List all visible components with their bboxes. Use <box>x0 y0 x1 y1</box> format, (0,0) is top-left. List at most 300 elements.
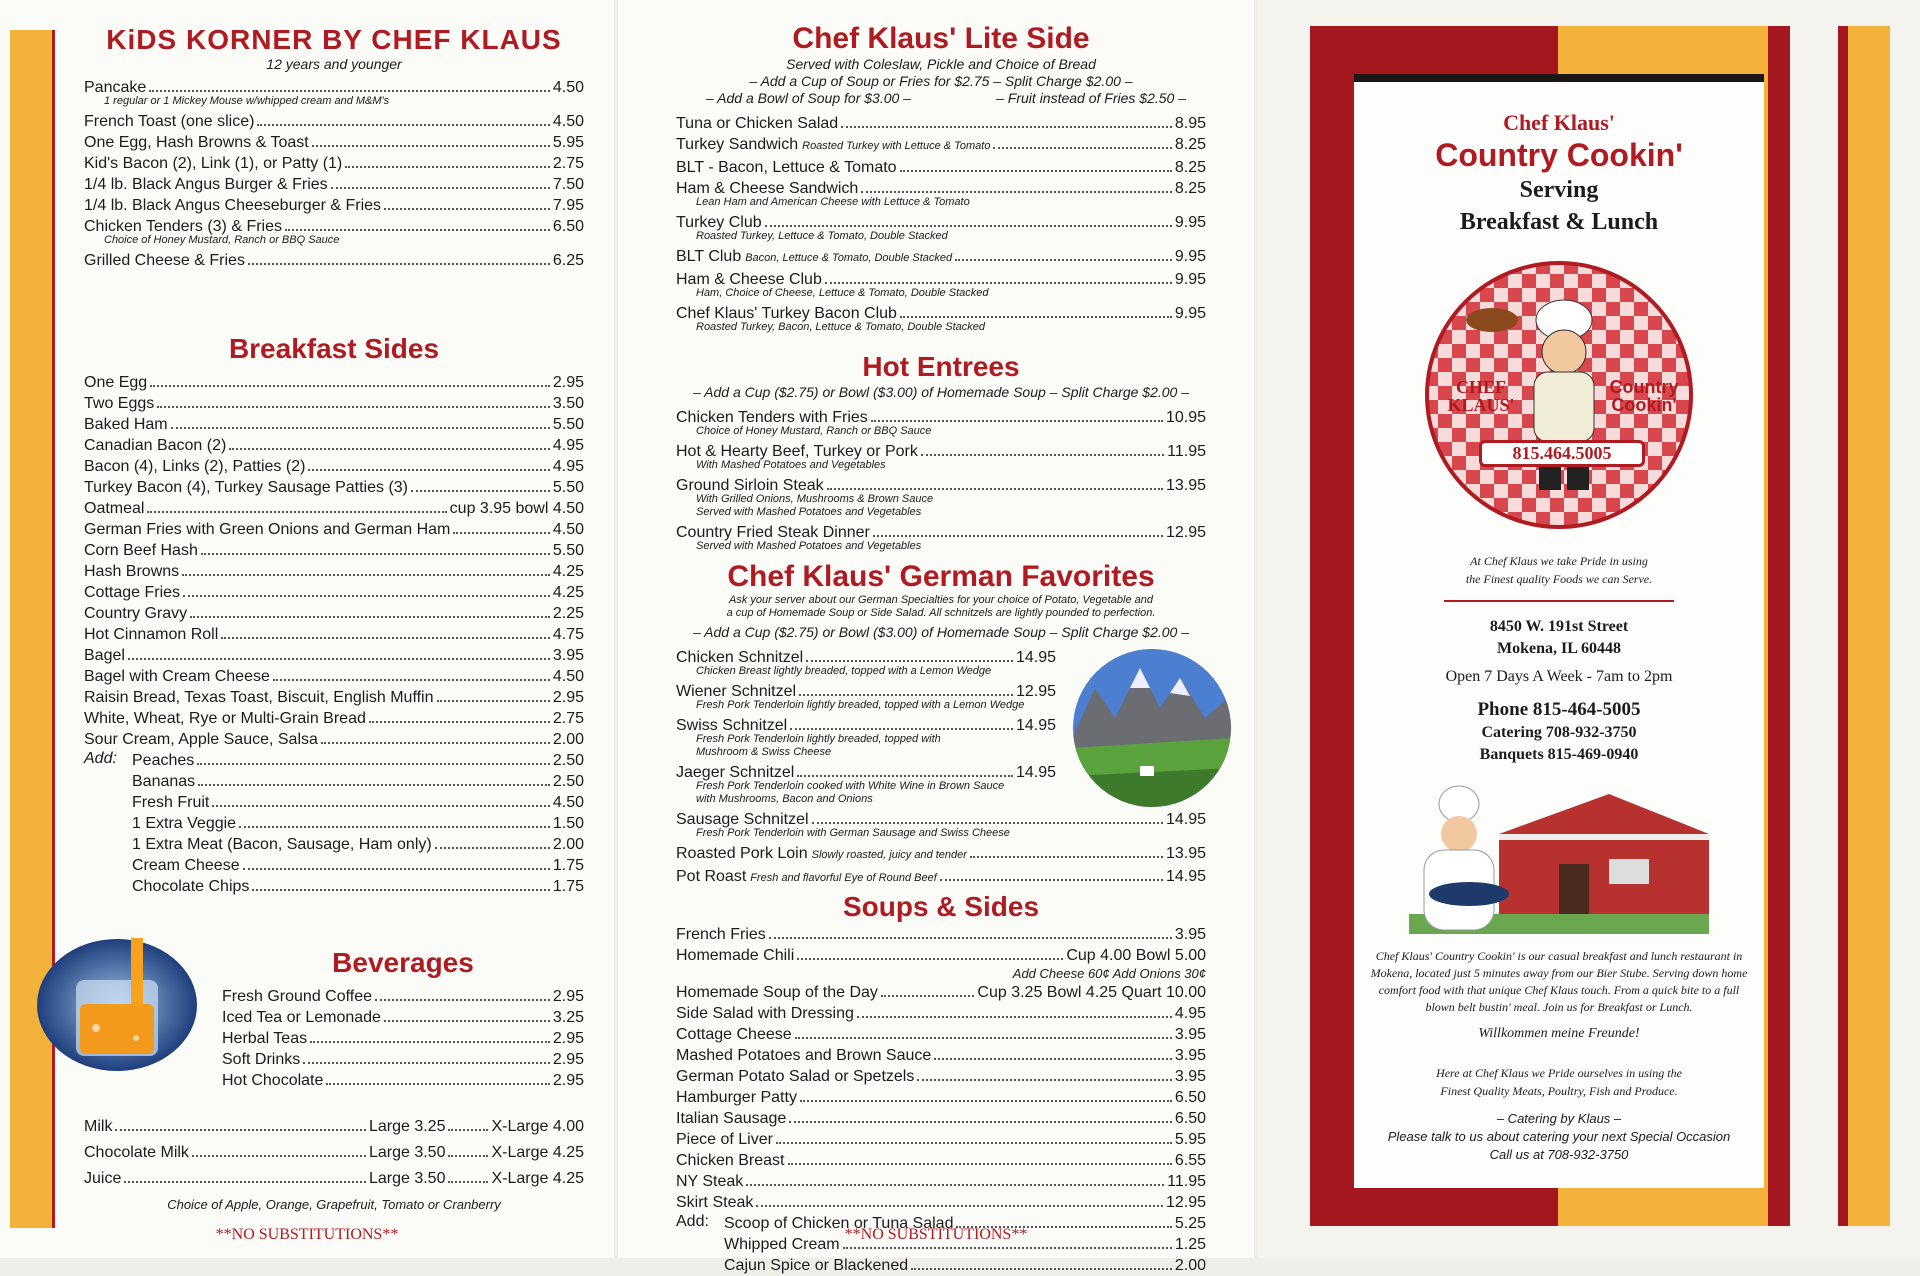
item-inline-desc: Fresh and flavorful Eye of Round Beef <box>750 872 937 884</box>
breakfast-side-item <box>84 561 584 582</box>
beverages-title: Beverages <box>332 947 474 978</box>
hot-section <box>676 350 1206 556</box>
large-price: Large 3.50 <box>368 1170 446 1187</box>
lite-note-3b: – Fruit instead of Fries $2.50 – <box>996 90 1186 106</box>
leader-dots <box>149 90 550 92</box>
item-name: Sausage Schnitzel <box>676 811 809 828</box>
item-name: Swiss Schnitzel <box>676 717 788 734</box>
item-price: 4.95 <box>552 458 584 475</box>
item-price: 2.00 <box>552 731 584 748</box>
breakfast-side-item <box>84 645 584 666</box>
soups-adds-list <box>724 1213 1206 1276</box>
leader-dots <box>201 553 550 555</box>
leader-dots <box>171 427 550 429</box>
item-name: Chicken Breast <box>676 1152 785 1169</box>
item-price: 8.95 <box>1174 115 1206 132</box>
item-price: 2.95 <box>552 1030 584 1047</box>
item-desc: Fresh Pork Tenderloin lightly breaded, topped with a Lemon Wedge <box>696 699 1025 711</box>
soup-side-item <box>676 1024 1206 1045</box>
chili-extras: Add Cheese 60¢ Add Onions 30¢ <box>1012 966 1206 981</box>
soup-add-item <box>724 1255 1206 1276</box>
lite-item <box>676 134 1206 157</box>
item-name: Juice <box>84 1170 122 1187</box>
leader-dots <box>900 170 1172 172</box>
breakfast-adds-list <box>132 750 584 897</box>
soups-section <box>676 890 1206 1276</box>
item-name: Chocolate Chips <box>132 878 250 895</box>
xlarge-price: X-Large 4.00 <box>491 1118 584 1135</box>
german-note-2: a cup of Homemade Soup or Side Salad. All schnitzels are lightly pounded to perfection. <box>726 607 1156 619</box>
leader-dots <box>797 775 1013 777</box>
item-name: Herbal Teas <box>222 1030 308 1047</box>
item-desc: With Grilled Onions, Mushrooms & Brown Sauce <box>696 493 934 505</box>
leader-dots <box>190 616 550 618</box>
item-name: German Fries with Green Onions and German Ham <box>84 521 451 538</box>
soup-side-item <box>676 1108 1206 1129</box>
cover-card <box>1354 74 1764 1188</box>
cover-line4: Breakfast & Lunch <box>1459 209 1659 235</box>
leader-dots <box>448 1129 488 1131</box>
item-name: Raisin Bread, Texas Toast, Biscuit, English Muffin <box>84 689 434 706</box>
leader-dots <box>273 679 550 681</box>
soup-side-item <box>676 982 1206 1003</box>
breakfast-side-item <box>84 729 584 750</box>
leader-dots <box>384 1020 550 1022</box>
item-name: Chicken Tenders with Fries <box>676 409 868 426</box>
item-name: Chef Klaus' Turkey Bacon Club <box>676 305 897 322</box>
hours: Open 7 Days A Week - 7am to 2pm <box>1445 668 1673 685</box>
item-name: French Fries <box>676 926 766 943</box>
lite-item <box>676 113 1206 134</box>
item-price: 3.95 <box>1174 1047 1206 1064</box>
alpine-landscape-image <box>1070 648 1234 808</box>
catering-line: Please talk to us about catering your next Special Occasion <box>1387 1129 1731 1144</box>
item-name: Turkey Club <box>676 214 762 231</box>
banquets-phone: Banquets 815-469-0940 <box>1479 746 1639 763</box>
cover-line3: Serving <box>1519 177 1599 203</box>
item-desc: with Mushrooms, Bacon and Onions <box>696 793 873 805</box>
leader-dots <box>308 469 549 471</box>
item-name: Canadian Bacon (2) <box>84 437 227 454</box>
item-name: Skirt Steak <box>676 1194 754 1211</box>
item-desc: Fresh Pork Tenderloin cooked with White Wine in Brown Sauce <box>696 780 1005 792</box>
leader-dots <box>252 889 549 891</box>
item-price: 4.50 <box>552 113 584 130</box>
german-list <box>676 647 1056 806</box>
leader-dots <box>331 187 550 189</box>
address-1: 8450 W. 191st Street <box>1489 618 1629 635</box>
item-name: Scoop of Chicken or Tuna Salad <box>724 1215 954 1232</box>
item-price: 8.25 <box>1174 159 1206 176</box>
breakfast-side-item <box>84 477 584 498</box>
item-price: 3.95 <box>1174 926 1206 943</box>
item-price: 4.50 <box>552 668 584 685</box>
item-name: Soft Drinks <box>222 1051 301 1068</box>
soup-side-item <box>676 1087 1206 1108</box>
item-price: 1.75 <box>552 878 584 895</box>
leader-dots <box>970 856 1163 858</box>
large-price: Large 3.25 <box>368 1118 446 1135</box>
item-name: Bacon (4), Links (2), Patties (2) <box>84 458 306 475</box>
item-price: 3.25 <box>552 1009 584 1026</box>
item-name: Tuna or Chicken Salad <box>676 115 839 132</box>
leader-dots <box>248 263 550 265</box>
breakfast-add-item <box>132 834 584 855</box>
catering-call: Call us at 708-932-3750 <box>1489 1147 1629 1162</box>
no-substitutions: **NO SUBSTITUTIONS** <box>215 1226 399 1243</box>
soup-side-item <box>676 1003 1206 1024</box>
breakfast-add-item <box>132 771 584 792</box>
german-title: Chef Klaus' German Favorites <box>727 560 1155 593</box>
item-price: Cup 3.25 Bowl 4.25 Quart 10.00 <box>977 984 1206 1001</box>
item-desc: Served with Mashed Potatoes and Vegetables <box>696 506 922 518</box>
item-price: 6.50 <box>1174 1110 1206 1127</box>
item-name: One Egg <box>84 374 148 391</box>
german-item <box>676 843 1206 866</box>
item-price: 5.95 <box>552 134 584 151</box>
item-price: 14.95 <box>1165 811 1206 828</box>
lite-item <box>676 157 1206 178</box>
orange-juice-image <box>36 938 198 1072</box>
leader-dots <box>197 763 550 765</box>
pride-2: the Finest quality Foods we can Serve. <box>1465 572 1653 586</box>
item-price: 2.95 <box>552 988 584 1005</box>
item-price: 5.50 <box>552 416 584 433</box>
leader-dots <box>243 868 550 870</box>
item-price: 10.95 <box>1165 409 1206 426</box>
cover-pride-4: Finest Quality Meats, Poultry, Fish and Produce. <box>1440 1084 1678 1098</box>
item-price: 6.50 <box>1174 1089 1206 1106</box>
leader-dots <box>345 166 550 168</box>
item-price: 2.95 <box>552 689 584 706</box>
leader-dots <box>229 448 550 450</box>
lite-note-3a: – Add a Bowl of Soup for $3.00 – <box>706 90 911 106</box>
leader-dots <box>448 1155 488 1157</box>
leader-dots <box>900 316 1172 318</box>
leader-dots <box>799 694 1013 696</box>
lite-list <box>676 113 1206 334</box>
item-name: Baked Ham <box>84 416 168 433</box>
item-name: Hamburger Patty <box>676 1089 797 1106</box>
item-price: 4.95 <box>1174 1005 1206 1022</box>
item-name: Wiener Schnitzel <box>676 683 797 700</box>
item-price: 5.50 <box>552 479 584 496</box>
panel-kids-breakfast <box>0 0 614 1258</box>
breakfast-side-item <box>84 666 584 687</box>
item-price: 6.55 <box>1174 1152 1206 1169</box>
cover-right-stripe <box>1838 26 1890 1226</box>
divider <box>1444 600 1674 602</box>
item-price: 12.95 <box>1015 683 1056 700</box>
item-name: Cream Cheese <box>132 857 240 874</box>
phone: Phone 815-464-5005 <box>1477 699 1641 720</box>
xlarge-price: X-Large 4.25 <box>491 1170 584 1187</box>
leader-dots <box>312 145 550 147</box>
item-price: 3.95 <box>552 647 584 664</box>
item-name: Homemade Soup of the Day <box>676 984 878 1001</box>
item-name: 1/4 lb. Black Angus Burger & Fries <box>84 176 328 193</box>
item-name: Turkey Bacon (4), Turkey Sausage Patties (3) <box>84 479 408 496</box>
leader-dots <box>917 1079 1172 1081</box>
cover-blurb: Chef Klaus' Country Cookin' is our casual breakfast and lunch restaurant in Mokena, located just 5 minutes away from our Bier Stube. Serving down home comfort food with that unique Chef Klaus touch. From a quick bite to a full blown belt bustin' meal. Join us for Breakfast or Lunch. <box>1370 949 1748 1014</box>
item-price: 4.25 <box>552 584 584 601</box>
item-price: 4.75 <box>552 626 584 643</box>
item-price: 5.95 <box>1174 1131 1206 1148</box>
breakfast-add-item <box>132 792 584 813</box>
logo-phone: 815.464.5005 <box>1479 440 1645 467</box>
item-price: 14.95 <box>1165 868 1206 885</box>
beverage-item <box>222 1007 584 1028</box>
item-name: One Egg, Hash Browns & Toast <box>84 134 309 151</box>
leader-dots <box>310 1041 550 1043</box>
address-2: Mokena, IL 60448 <box>1496 640 1621 657</box>
breakfast-side-item <box>84 519 584 540</box>
chef-logo <box>1424 260 1694 530</box>
item-desc: Served with Mashed Potatoes and Vegetables <box>696 540 922 552</box>
leader-dots <box>789 1121 1172 1123</box>
leader-dots <box>257 124 549 126</box>
breakfast-add-item <box>132 750 584 771</box>
item-name: Fresh Ground Coffee <box>222 988 373 1005</box>
item-name: Cottage Cheese <box>676 1026 792 1043</box>
leader-dots <box>800 1100 1172 1102</box>
restaurant-building-image <box>1409 784 1709 934</box>
leader-dots <box>756 1205 1163 1207</box>
leader-dots <box>911 1268 1172 1270</box>
item-name: Ham & Cheese Sandwich <box>676 180 859 197</box>
lite-note-2: – Add a Cup of Soup or Fries for $2.75 – Split Charge $2.00 – <box>749 73 1133 89</box>
soup-side-item <box>676 1192 1206 1213</box>
item-price: 3.95 <box>1174 1068 1206 1085</box>
leader-dots <box>369 721 550 723</box>
catering-phone: Catering 708-932-3750 <box>1481 724 1637 741</box>
logo-left-text: CHEF KLAUS' <box>1447 377 1515 415</box>
leader-dots <box>435 847 550 849</box>
item-price: 3.50 <box>552 395 584 412</box>
item-price: 9.95 <box>1174 214 1206 231</box>
item-name: Cajun Spice or Blackened <box>724 1257 909 1274</box>
german-note-3: – Add a Cup ($2.75) or Bowl ($3.00) of Homemade Soup – Split Charge $2.00 – <box>693 624 1189 640</box>
leader-dots <box>115 1129 366 1131</box>
item-name: 1 Extra Meat (Bacon, Sausage, Ham only) <box>132 836 432 853</box>
item-name: Mashed Potatoes and Brown Sauce <box>676 1047 932 1064</box>
item-name: Cottage Fries <box>84 584 181 601</box>
item-name: Hash Browns <box>84 563 180 580</box>
soups-list-a <box>676 924 1206 966</box>
item-desc: Mushroom & Swiss Cheese <box>696 746 832 758</box>
item-name: Bagel with Cream Cheese <box>84 668 270 685</box>
item-name: Hot & Hearty Beef, Turkey or Pork <box>676 443 918 460</box>
hot-note: – Add a Cup ($2.75) or Bowl ($3.00) of Homemade Soup – Split Charge $2.00 – <box>693 384 1189 400</box>
item-name: BLT - Bacon, Lettuce & Tomato <box>676 159 897 176</box>
item-name: BLT Club <box>676 248 742 265</box>
item-name: Oatmeal <box>84 500 145 517</box>
item-price: 13.95 <box>1165 845 1206 862</box>
leader-dots <box>841 126 1172 128</box>
item-name: Chocolate Milk <box>84 1144 189 1161</box>
breakfast-side-item <box>84 393 584 414</box>
cover-pride-3: Here at Chef Klaus we Pride ourselves in using the <box>1436 1066 1682 1080</box>
leader-dots <box>765 225 1172 227</box>
item-name: Piece of Liver <box>676 1131 773 1148</box>
leader-dots <box>182 574 550 576</box>
item-desc: Roasted Turkey, Bacon, Lettuce & Tomato, Double Stacked <box>696 321 986 333</box>
leader-dots <box>239 826 550 828</box>
leader-dots <box>795 1037 1172 1039</box>
lite-title: Chef Klaus' Lite Side <box>792 22 1090 55</box>
soup-side-item <box>676 924 1206 945</box>
item-name: German Potato Salad or Spetzels <box>676 1068 915 1085</box>
no-substitutions-2: **NO SUBSTITUTIONS** <box>844 1226 1028 1243</box>
item-price: 12.95 <box>1165 1194 1206 1211</box>
leader-dots <box>147 511 446 513</box>
item-price: 2.50 <box>552 773 584 790</box>
item-price: 1.75 <box>552 857 584 874</box>
item-price: 4.95 <box>552 437 584 454</box>
item-price: 2.50 <box>552 752 584 769</box>
breakfast-adds <box>84 750 584 897</box>
item-price: 4.50 <box>552 79 584 96</box>
breakfast-add-item <box>132 813 584 834</box>
item-name: White, Wheat, Rye or Multi-Grain Bread <box>84 710 366 727</box>
hot-list <box>676 407 1206 553</box>
item-price: cup 3.95 bowl 4.50 <box>449 500 584 517</box>
item-name: Bagel <box>84 647 125 664</box>
breakfast-side-item <box>84 540 584 561</box>
leader-dots <box>934 1058 1172 1060</box>
item-name: Chicken Tenders (3) & Fries <box>84 218 282 235</box>
item-price: 2.75 <box>552 155 584 172</box>
large-price: Large 3.50 <box>368 1144 446 1161</box>
item-price: 3.95 <box>1174 1026 1206 1043</box>
item-inline-desc: Bacon, Lettuce & Tomato, Double Stacked <box>745 252 953 264</box>
item-name: Hot Chocolate <box>222 1072 324 1089</box>
leader-dots <box>940 879 1163 881</box>
item-price: 1.50 <box>552 815 584 832</box>
breakfast-side-item <box>84 456 584 477</box>
leader-dots <box>192 1155 366 1157</box>
xlarge-price: X-Large 4.25 <box>491 1144 584 1161</box>
beverage-item <box>222 1049 584 1070</box>
leader-dots <box>437 700 550 702</box>
kids-item <box>84 195 584 216</box>
panel-lunch <box>618 0 1254 1274</box>
kids-item <box>84 250 584 271</box>
soup-side-item <box>676 1150 1206 1171</box>
pride-1: At Chef Klaus we take Pride in using <box>1470 554 1648 568</box>
item-name: Side Salad with Dressing <box>676 1005 854 1022</box>
item-name: Two Eggs <box>84 395 155 412</box>
item-name: Ham & Cheese Club <box>676 271 822 288</box>
item-price: 6.25 <box>552 252 584 269</box>
item-name: Whipped Cream <box>724 1236 840 1253</box>
item-name: Pot Roast <box>676 868 747 885</box>
breakfast-add-item <box>132 876 584 897</box>
leader-dots <box>861 191 1172 193</box>
soups-adds <box>676 1213 1206 1276</box>
logo-right-text: Country Cookin' <box>1609 377 1679 415</box>
item-inline-desc: Slowly roasted, juicy and tender <box>811 849 967 861</box>
leader-dots <box>303 1062 550 1064</box>
lite-item <box>676 246 1206 269</box>
item-name: Hot Cinnamon Roll <box>84 626 219 643</box>
leader-dots <box>326 1083 549 1085</box>
leader-dots <box>124 1181 366 1183</box>
breakfast-side-item <box>84 498 584 519</box>
leader-dots <box>157 406 550 408</box>
leader-dots <box>788 1163 1172 1165</box>
item-price: 8.25 <box>1174 180 1206 197</box>
kids-item <box>84 111 584 132</box>
item-price: 14.95 <box>1015 764 1056 781</box>
leader-dots <box>881 995 975 997</box>
german-list-wide <box>676 809 1206 889</box>
item-price: 4.50 <box>552 521 584 538</box>
leader-dots <box>955 259 1172 261</box>
kids-item <box>84 132 584 153</box>
item-price: 2.25 <box>552 605 584 622</box>
item-price: 2.00 <box>1174 1257 1206 1274</box>
juice-note: Choice of Apple, Orange, Grapefruit, Tomato or Cranberry <box>167 1197 501 1212</box>
item-name: Milk <box>84 1118 113 1135</box>
leader-dots <box>769 937 1172 939</box>
item-price: 2.75 <box>552 710 584 727</box>
leader-dots <box>825 282 1172 284</box>
leader-dots <box>221 637 550 639</box>
item-price: 5.25 <box>1174 1215 1206 1232</box>
kids-item <box>84 153 584 174</box>
sized-drinks <box>84 1114 584 1213</box>
german-item <box>676 866 1206 889</box>
item-desc: Chicken Breast lightly breaded, topped with a Lemon Wedge <box>696 665 992 677</box>
item-name: NY Steak <box>676 1173 744 1190</box>
item-price: 9.95 <box>1174 248 1206 265</box>
item-price: 11.95 <box>1167 443 1206 460</box>
leader-dots <box>411 490 550 492</box>
item-desc: Fresh Pork Tenderloin with German Sausage and Swiss Cheese <box>696 827 1010 839</box>
beverage-item <box>222 1070 584 1091</box>
item-price: 6.50 <box>552 218 584 235</box>
lite-note-1: Served with Coleslaw, Pickle and Choice of Bread <box>786 56 1096 72</box>
leader-dots <box>375 999 550 1001</box>
leader-dots <box>806 660 1013 662</box>
hot-title: Hot Entrees <box>862 351 1020 382</box>
leader-dots <box>873 535 1163 537</box>
item-desc: Roasted Turkey, Lettuce & Tomato, Double Stacked <box>696 230 948 242</box>
item-name: Sour Cream, Apple Sauce, Salsa <box>84 731 318 748</box>
breakfast-side-item <box>84 603 584 624</box>
item-desc: With Mashed Potatoes and Vegetables <box>696 459 886 471</box>
leader-dots <box>857 1016 1172 1018</box>
item-price: 2.95 <box>552 1051 584 1068</box>
item-name: Country Gravy <box>84 605 188 622</box>
soup-side-item <box>676 1066 1206 1087</box>
leader-dots <box>384 208 550 210</box>
item-desc: Fresh Pork Tenderloin lightly breaded, topped with <box>696 733 941 745</box>
item-name: Kid's Bacon (2), Link (1), or Patty (1) <box>84 155 343 172</box>
item-price: 7.50 <box>552 176 584 193</box>
item-name: French Toast (one slice) <box>84 113 255 130</box>
item-name: Turkey Sandwich <box>676 136 799 153</box>
leader-dots <box>827 488 1163 490</box>
item-price: 1.25 <box>1174 1236 1206 1253</box>
item-name: Corn Beef Hash <box>84 542 198 559</box>
breakfast-add-item <box>132 855 584 876</box>
item-inline-desc: Roasted Turkey with Lettuce & Tomato <box>802 140 991 152</box>
soup-side-item <box>676 1045 1206 1066</box>
item-name: Bananas <box>132 773 196 790</box>
leader-dots <box>746 1184 1164 1186</box>
